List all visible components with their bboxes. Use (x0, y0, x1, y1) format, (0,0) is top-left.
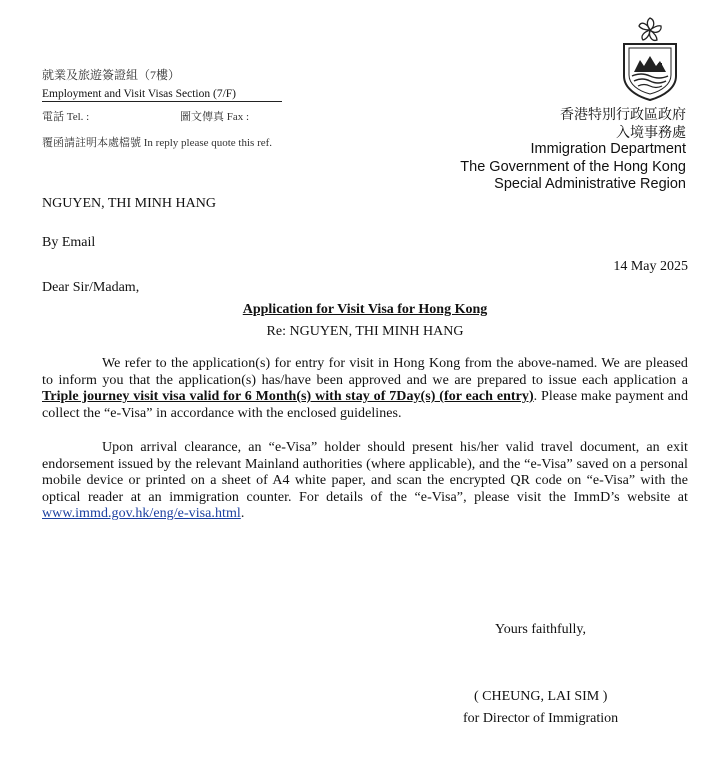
closing-text: Yours faithfully, (495, 622, 587, 637)
body-paragraph-2: Upon arrival clearance, an “e-Visa” holder should present his/her valid travel document, an exit endorsement issued by the relevant Mainland authorities (where applicable), and the “e-Visa” saved on a personal mobile device or printed on a sheet of A4 white paper, and scan the encrypted QR code on “e-Visa” with the optical reader at an immigration counter. For details of the “e-Visa”, please visit the ImmD’s website at www.immd.gov.hk/eng/e-visa.html. (42, 440, 688, 521)
letter-date: 14 May 2025 (613, 259, 688, 274)
reply-ref: 覆函請註明本處檔號 In reply please quote this ref. (42, 137, 273, 149)
evisa-website-link[interactable]: www.immd.gov.hk/eng/e-visa.html (42, 506, 241, 521)
recipient-name: NGUYEN, THI MINH HANG (42, 196, 216, 211)
section-name-en: Employment and Visit Visas Section (7/F) (42, 88, 282, 102)
subject-re: Re: NGUYEN, THI MINH HANG (266, 324, 464, 339)
dept-name-cn: 入境事務處 (616, 123, 686, 140)
dept-name-en: Immigration Department (530, 141, 686, 157)
signatory-title: for Director of Immigration (463, 711, 619, 726)
govt-name-cn: 香港特別行政區政府 (560, 106, 686, 122)
immigration-emblem-icon (614, 14, 686, 104)
signatory-name: ( CHEUNG, LAI SIM ) (474, 689, 608, 704)
department-block (386, 106, 686, 194)
govt-name-en: The Government of the Hong Kong (460, 158, 686, 175)
fax-label: 圖文傳真 Fax : (180, 111, 250, 123)
subject-title: Application for Visit Visa for Hong Kong (242, 302, 488, 317)
visa-terms: Triple journey visit visa valid for 6 Month(s) with stay of 7Day(s) (for each entry) (42, 389, 534, 404)
section-name-cn: 就業及旅遊簽證組（7樓） (42, 68, 181, 82)
body-paragraph-1: We refer to the application(s) for entry for visit in Hong Kong from the above-named. We are pleased to inform you that the application(s) has/have been approved and we are prepared to issue each application a Triple journey visit visa valid for 6 Month(s) with stay of 7Day(s) (for each entry). Please make payment and collect the “e-Visa” in accordance with the enclosed guidelines. (42, 356, 688, 421)
region-name-en: Special Administrative Region (494, 176, 686, 192)
delivery-method: By Email (42, 235, 96, 250)
salutation: Dear Sir/Madam, (42, 280, 140, 295)
tel-label: 電話 Tel. : (42, 111, 90, 123)
